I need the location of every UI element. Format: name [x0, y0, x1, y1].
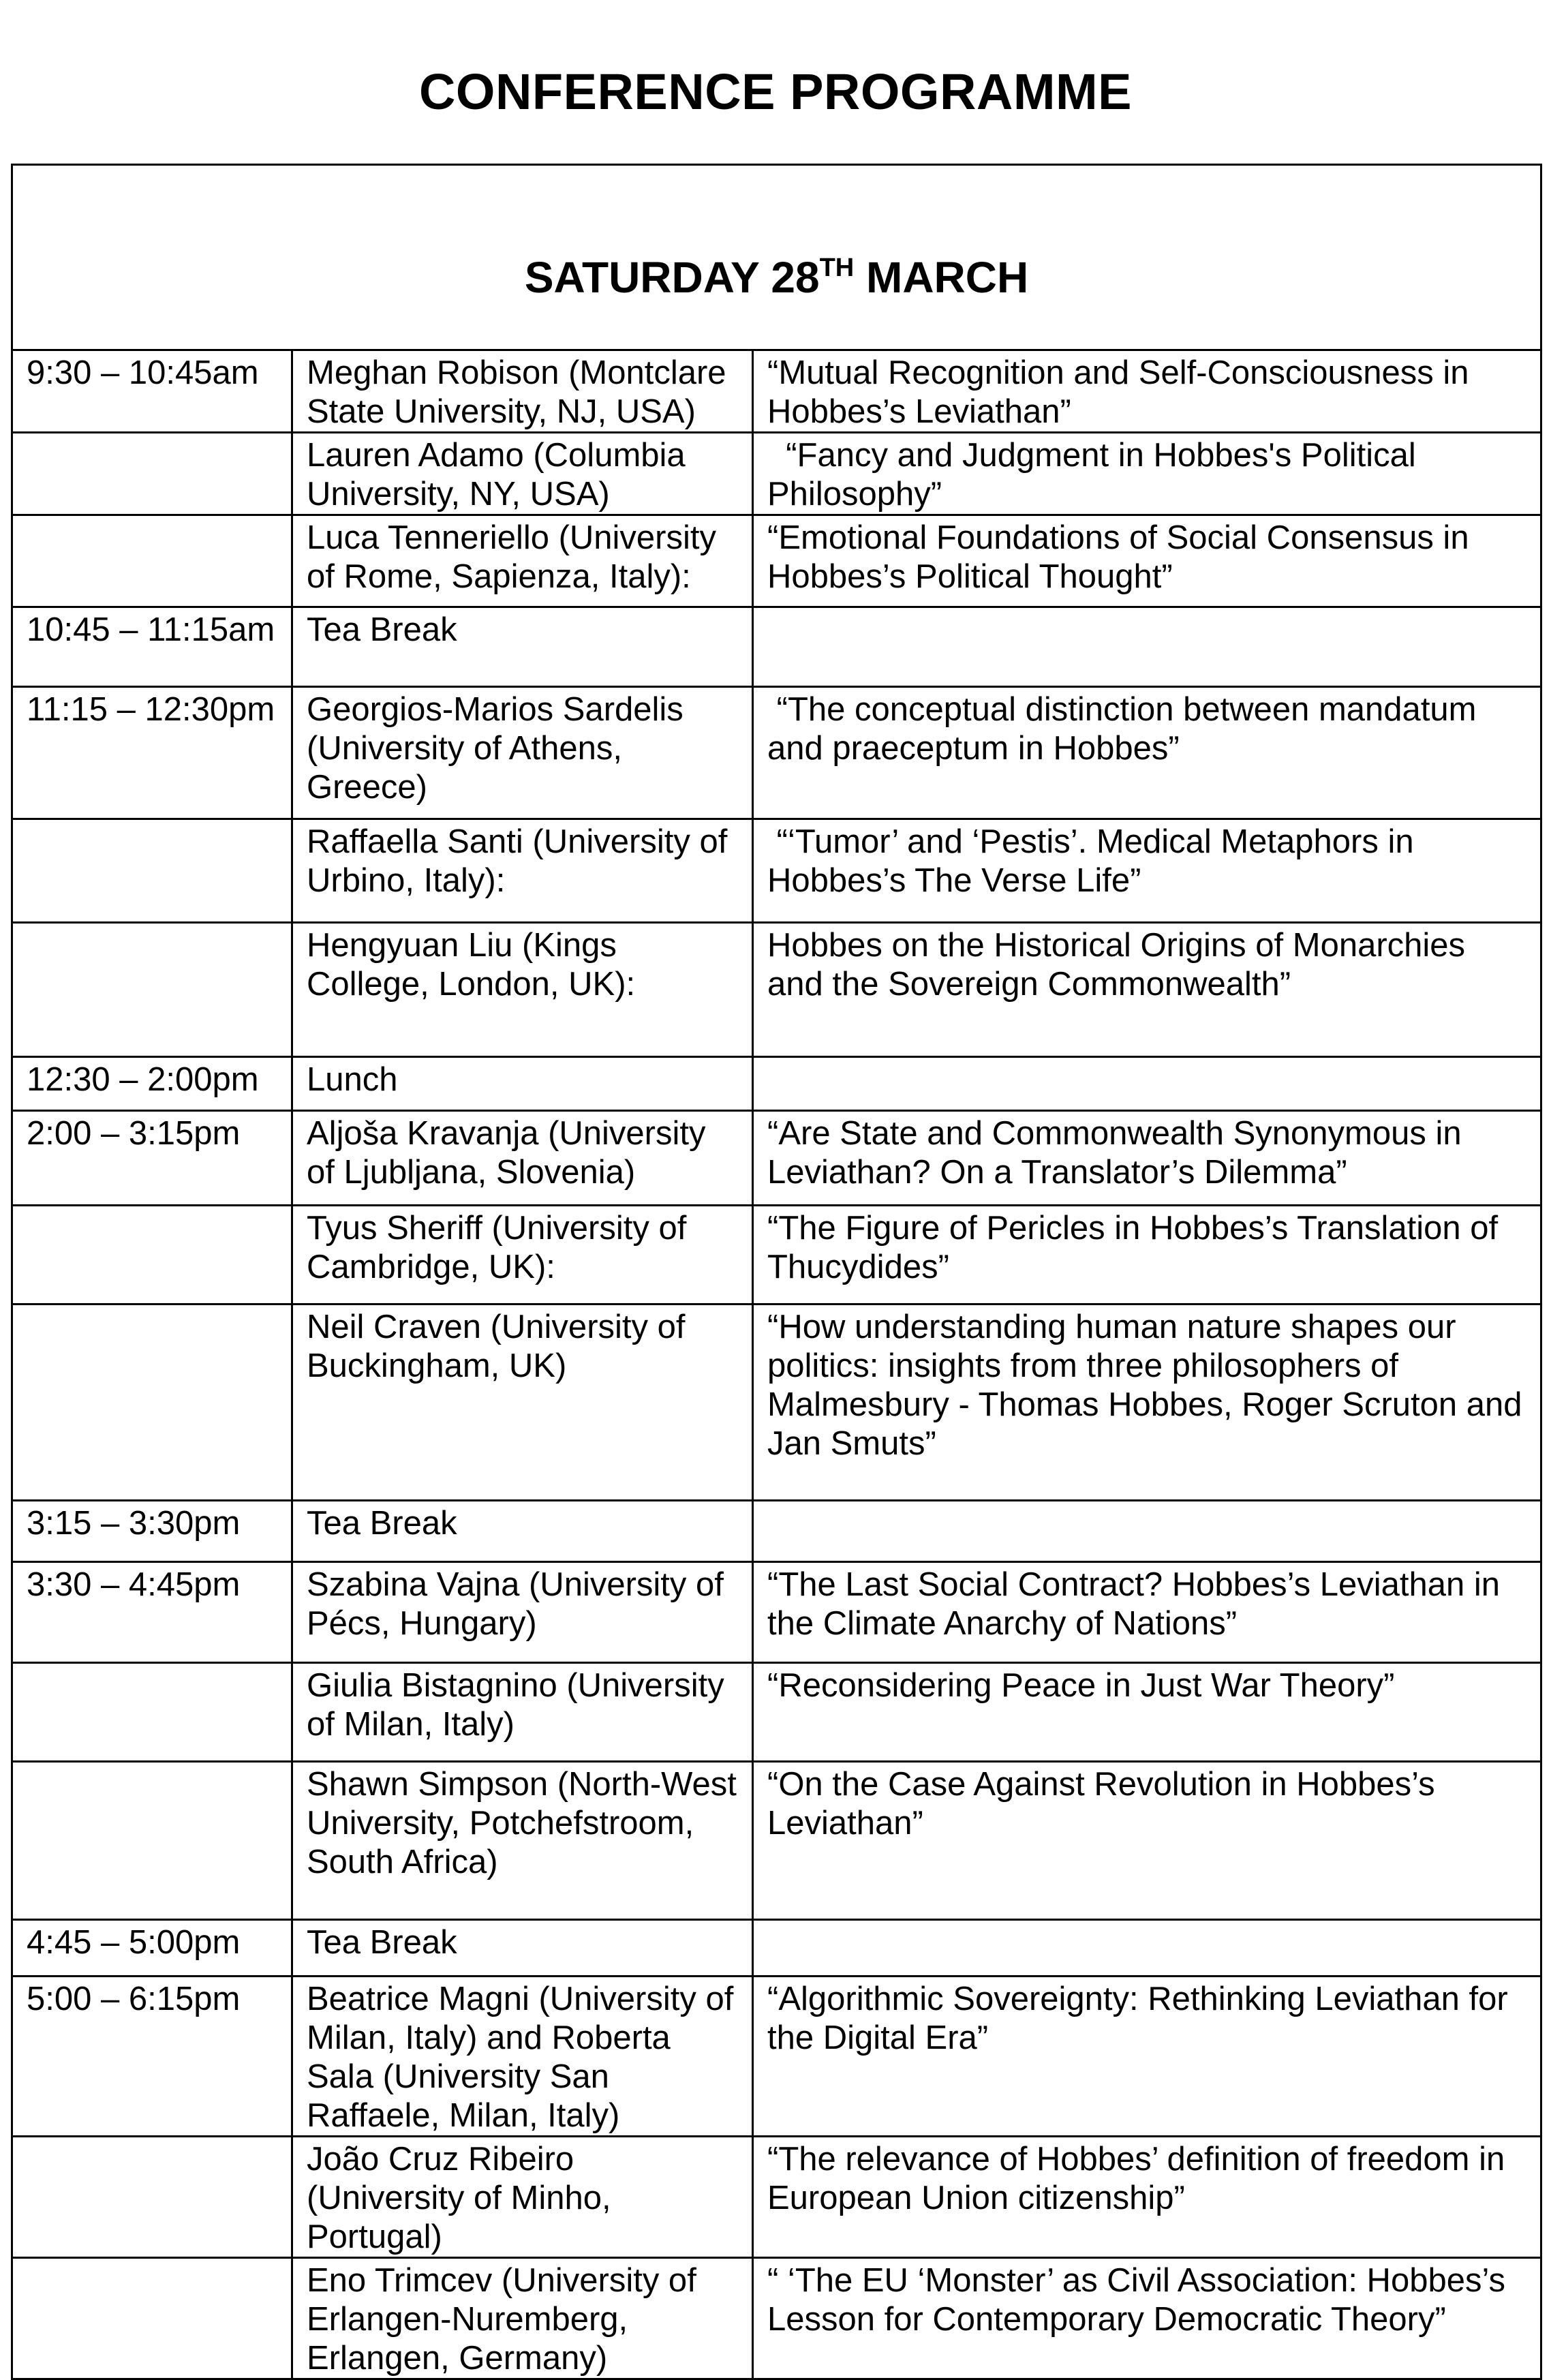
speaker-cell: Shawn Simpson (North-West University, Potchefstroom, South Africa)	[292, 1762, 753, 1920]
programme-row	[12, 1977, 1541, 2137]
speaker-cell: Hengyuan Liu (Kings College, London, UK):	[292, 923, 753, 1057]
title-cell: Hobbes on the Historical Origins of Monarchies and the Sovereign Commonwealth”	[753, 923, 1541, 1057]
time-cell: 2:00 – 3:15pm	[12, 1111, 292, 1206]
programme-row	[12, 515, 1541, 607]
speaker-cell: Tyus Sheriff (University of Cambridge, UK):	[292, 1206, 753, 1305]
programme-row	[12, 1057, 1541, 1111]
title-cell: “Are State and Commonwealth Synonymous in Leviathan? On a Translator’s Dilemma”	[753, 1111, 1541, 1206]
programme-row	[12, 433, 1541, 515]
title-cell: “Fancy and Judgment in Hobbes's Political Philosophy”	[753, 433, 1541, 515]
programme-row	[12, 607, 1541, 687]
time-cell	[12, 2258, 292, 2379]
programme-row	[12, 1305, 1541, 1501]
speaker-cell: Luca Tenneriello (University of Rome, Sapienza, Italy):	[292, 515, 753, 607]
time-cell	[12, 433, 292, 515]
speaker-cell: Tea Break	[292, 1501, 753, 1562]
speaker-cell: Tea Break	[292, 607, 753, 687]
time-cell: 4:45 – 5:00pm	[12, 1920, 292, 1977]
time-cell	[12, 819, 292, 923]
title-cell	[753, 1501, 1541, 1562]
day-header	[12, 165, 1541, 350]
programme-row	[12, 923, 1541, 1057]
title-cell: “How understanding human nature shapes our politics: insights from three philosophers of Malmesbury - Thomas Hobbes, Roger Scruton and Jan Smuts”	[753, 1305, 1541, 1501]
programme-row	[12, 1762, 1541, 1920]
speaker-cell: Giulia Bistagnino (University of Milan, Italy)	[292, 1663, 753, 1762]
programme-row	[12, 819, 1541, 923]
programme-row	[12, 687, 1541, 819]
day-header-main: SATURDAY 28	[524, 253, 820, 302]
title-cell	[753, 1920, 1541, 1977]
day-header-row	[12, 165, 1541, 350]
title-cell: “ ‘The EU ‘Monster’ as Civil Association: Hobbes’s Lesson for Contemporary Democratic Theory”	[753, 2258, 1541, 2379]
title-cell	[753, 1057, 1541, 1111]
day-header-month: MARCH	[854, 253, 1029, 302]
programme-row	[12, 1111, 1541, 1206]
programme-row	[12, 2137, 1541, 2258]
speaker-cell: Lauren Adamo (Columbia University, NY, USA)	[292, 433, 753, 515]
time-cell	[12, 1663, 292, 1762]
programme-row	[12, 1501, 1541, 1562]
programme-row	[12, 1206, 1541, 1305]
speaker-cell: João Cruz Ribeiro (University of Minho, Portugal)	[292, 2137, 753, 2258]
title-cell: “The relevance of Hobbes’ definition of freedom in European Union citizenship”	[753, 2137, 1541, 2258]
title-cell: “Emotional Foundations of Social Consensus in Hobbes’s Political Thought”	[753, 515, 1541, 607]
speaker-cell: Lunch	[292, 1057, 753, 1111]
time-cell	[12, 1206, 292, 1305]
title-cell: “The Last Social Contract? Hobbes’s Leviathan in the Climate Anarchy of Nations”	[753, 1562, 1541, 1663]
title-cell: “The Figure of Pericles in Hobbes’s Translation of Thucydides”	[753, 1206, 1541, 1305]
time-cell: 12:30 – 2:00pm	[12, 1057, 292, 1111]
speaker-cell: Georgios-Marios Sardelis (University of Athens, Greece)	[292, 687, 753, 819]
programme-table	[11, 164, 1542, 2380]
speaker-cell: Raffaella Santi (University of Urbino, Italy):	[292, 819, 753, 923]
speaker-cell: Eno Trimcev (University of Erlangen-Nuremberg, Erlangen, Germany)	[292, 2258, 753, 2379]
title-cell: “‘Tumor’ and ‘Pestis’. Medical Metaphors in Hobbes’s The Verse Life”	[753, 819, 1541, 923]
time-cell: 11:15 – 12:30pm	[12, 687, 292, 819]
title-cell: “Algorithmic Sovereignty: Rethinking Leviathan for the Digital Era”	[753, 1977, 1541, 2137]
title-cell	[753, 607, 1541, 687]
speaker-cell: Aljoša Kravanja (University of Ljubljana, Slovenia)	[292, 1111, 753, 1206]
time-cell: 3:30 – 4:45pm	[12, 1562, 292, 1663]
speaker-cell: Neil Craven (University of Buckingham, UK)	[292, 1305, 753, 1501]
time-cell: 5:00 – 6:15pm	[12, 1977, 292, 2137]
title-cell: “On the Case Against Revolution in Hobbes’s Leviathan”	[753, 1762, 1541, 1920]
title-cell: “Reconsidering Peace in Just War Theory”	[753, 1663, 1541, 1762]
programme-row	[12, 2258, 1541, 2379]
speaker-cell: Tea Break	[292, 1920, 753, 1977]
programme-row	[12, 350, 1541, 433]
time-cell: 3:15 – 3:30pm	[12, 1501, 292, 1562]
time-cell	[12, 923, 292, 1057]
programme-row	[12, 1562, 1541, 1663]
programme-row	[12, 1920, 1541, 1977]
speaker-cell: Meghan Robison (Montclare State University, NJ, USA)	[292, 350, 753, 433]
programme-body	[12, 165, 1541, 2379]
document-title: CONFERENCE PROGRAMME	[418, 63, 1133, 120]
time-cell	[12, 515, 292, 607]
programme-row	[12, 1663, 1541, 1762]
day-header-suffix: TH	[819, 254, 855, 282]
title-cell: “Mutual Recognition and Self-Consciousness in Hobbes’s Leviathan”	[753, 350, 1541, 433]
time-cell	[12, 2137, 292, 2258]
time-cell: 10:45 – 11:15am	[12, 607, 292, 687]
title-cell: “The conceptual distinction between mandatum and praeceptum in Hobbes”	[753, 687, 1541, 819]
time-cell	[12, 1305, 292, 1501]
speaker-cell: Beatrice Magni (University of Milan, Italy) and Roberta Sala (University San Raffaele, Milan, Italy)	[292, 1977, 753, 2137]
speaker-cell: Szabina Vajna (University of Pécs, Hungary)	[292, 1562, 753, 1663]
time-cell: 9:30 – 10:45am	[12, 350, 292, 433]
time-cell	[12, 1762, 292, 1920]
